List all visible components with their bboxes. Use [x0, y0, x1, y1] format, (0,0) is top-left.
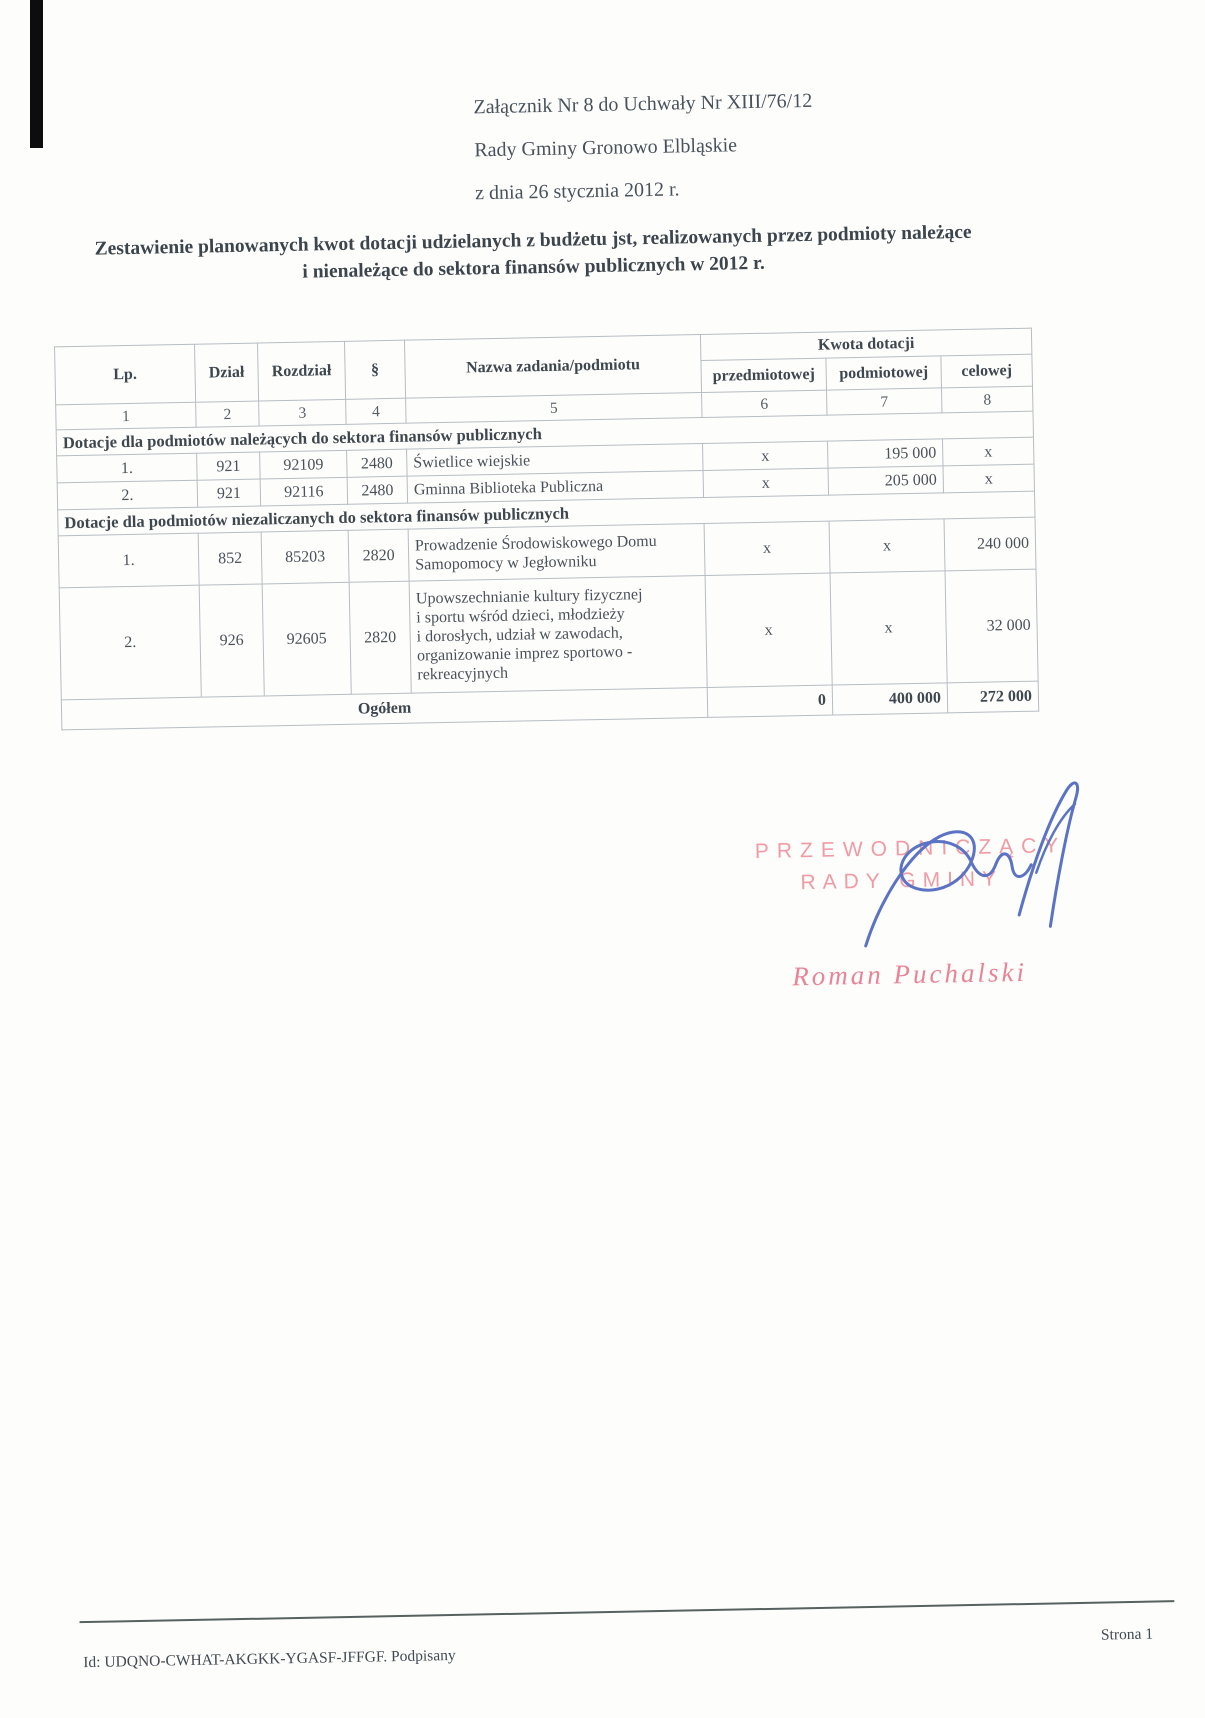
- cell-przedmiotowa: x: [703, 468, 828, 497]
- cell-celowa: 240 000: [944, 517, 1036, 571]
- cell-dzial: 926: [199, 584, 264, 697]
- cell-podmiotowa: 195 000: [827, 439, 942, 468]
- cell-przedmiotowa: x: [705, 573, 832, 687]
- cell-rozdzial: 92109: [260, 450, 348, 479]
- cell-paragraf: 2820: [349, 581, 411, 694]
- col-header-celowej: celowej: [941, 354, 1033, 388]
- group-header-kwota-dotacji: Kwota dotacji: [700, 328, 1031, 360]
- attachment-header-line2: Rady Gminy Gronowo Elbląskie: [474, 134, 738, 162]
- column-number: 8: [941, 386, 1032, 413]
- stamp-title-line1: PRZEWODNICZĄCY: [754, 834, 1067, 864]
- cell-dzial: 852: [198, 532, 262, 585]
- footer-document-id: Id: UDQNO-CWHAT-AKGKK-YGASF-JFFGF. Podpisany: [83, 1646, 456, 1672]
- grants-table: [54, 328, 1039, 731]
- cell-lp: 2.: [57, 480, 197, 510]
- column-number: 4: [346, 398, 406, 424]
- cell-podmiotowa: x: [830, 571, 947, 685]
- footer-divider: [80, 1600, 1175, 1623]
- cell-nazwa: Gminna Biblioteka Publiczna: [407, 470, 703, 503]
- column-number: 3: [259, 399, 346, 426]
- cell-dzial: 921: [197, 452, 261, 480]
- cell-przedmiotowa: x: [704, 521, 830, 575]
- cell-lp: 2.: [59, 585, 201, 700]
- column-number: 7: [827, 388, 942, 415]
- column-number: 1: [56, 402, 196, 430]
- cell-lp: 1.: [57, 453, 197, 483]
- total-celowa: 272 000: [947, 681, 1039, 713]
- cell-nazwa: Świetlice wiejskie: [407, 443, 703, 476]
- col-header-lp: Lp.: [55, 344, 196, 405]
- cell-nazwa: Upowszechnianie kultury fizycznej i sportu wśród dzieci, młodzieży i dorosłych, udział w zawodach, organizowanie imprez sportowo - rekreacyjnych: [409, 575, 707, 693]
- signer-name: Roman Puchalski: [791, 956, 1028, 992]
- cell-dzial: 921: [197, 479, 261, 507]
- column-number: 5: [406, 393, 702, 424]
- cell-rozdzial: 92116: [260, 477, 348, 506]
- attachment-header-line1: Załącznik Nr 8 do Uchwały Nr XIII/76/12: [473, 89, 813, 119]
- attachment-header: [473, 80, 814, 215]
- handwritten-signature-ink: [848, 774, 1087, 963]
- column-number: 2: [196, 401, 259, 427]
- footer-page-number: Strona 1: [1100, 1625, 1154, 1644]
- cell-podmiotowa: 205 000: [828, 466, 943, 495]
- document-title: [38, 218, 1029, 291]
- cell-rozdzial: 85203: [261, 530, 349, 584]
- cell-lp: 1.: [58, 533, 199, 588]
- col-header-nazwa: Nazwa zadania/podmiotu: [404, 335, 701, 399]
- cell-paragraf: 2820: [348, 529, 409, 582]
- col-header-dzial: Dział: [195, 343, 259, 402]
- table-row: [59, 569, 1038, 700]
- cell-celowa: x: [942, 437, 1034, 466]
- document-title-line1: Zestawienie planowanych kwot dotacji udzielanych z budżetu jst, realizowanych przez podmioty należące: [94, 221, 972, 260]
- cell-rozdzial: 92605: [262, 582, 351, 696]
- section1-title: Dotacje dla podmiotów należących do sektora finansów publicznych: [56, 411, 1033, 456]
- total-przedmiotowa: 0: [707, 685, 833, 717]
- cell-celowa: 32 000: [945, 569, 1038, 683]
- signature-block: [700, 825, 1124, 1033]
- total-label: Ogółem: [61, 687, 707, 729]
- cell-paragraf: 2480: [347, 449, 408, 477]
- section2-title: Dotacje dla podmiotów niezaliczanych do sektora finansów publicznych: [58, 491, 1035, 536]
- col-header-paragraf: §: [344, 340, 405, 399]
- col-header-podmiotowej: podmiotowej: [826, 356, 942, 390]
- cell-podmiotowa: x: [829, 519, 945, 573]
- col-header-rozdzial: Rozdział: [258, 341, 346, 401]
- cell-przedmiotowa: x: [703, 441, 828, 470]
- column-number: 6: [702, 390, 827, 417]
- document-title-line2: i nienależące do sektora finansów publicznych w 2012 r.: [302, 252, 765, 283]
- cell-nazwa: Prowadzenie Środowiskowego Domu Samopomocy w Jegłowniku: [408, 523, 705, 581]
- col-header-przedmiotowej: przedmiotowej: [701, 358, 827, 392]
- attachment-header-line3: z dnia 26 stycznia 2012 r.: [474, 178, 680, 205]
- cell-celowa: x: [943, 464, 1035, 493]
- total-podmiotowa: 400 000: [832, 683, 948, 715]
- stamp-title-line2: RADY GMINY: [800, 867, 1004, 895]
- cell-paragraf: 2480: [347, 476, 408, 504]
